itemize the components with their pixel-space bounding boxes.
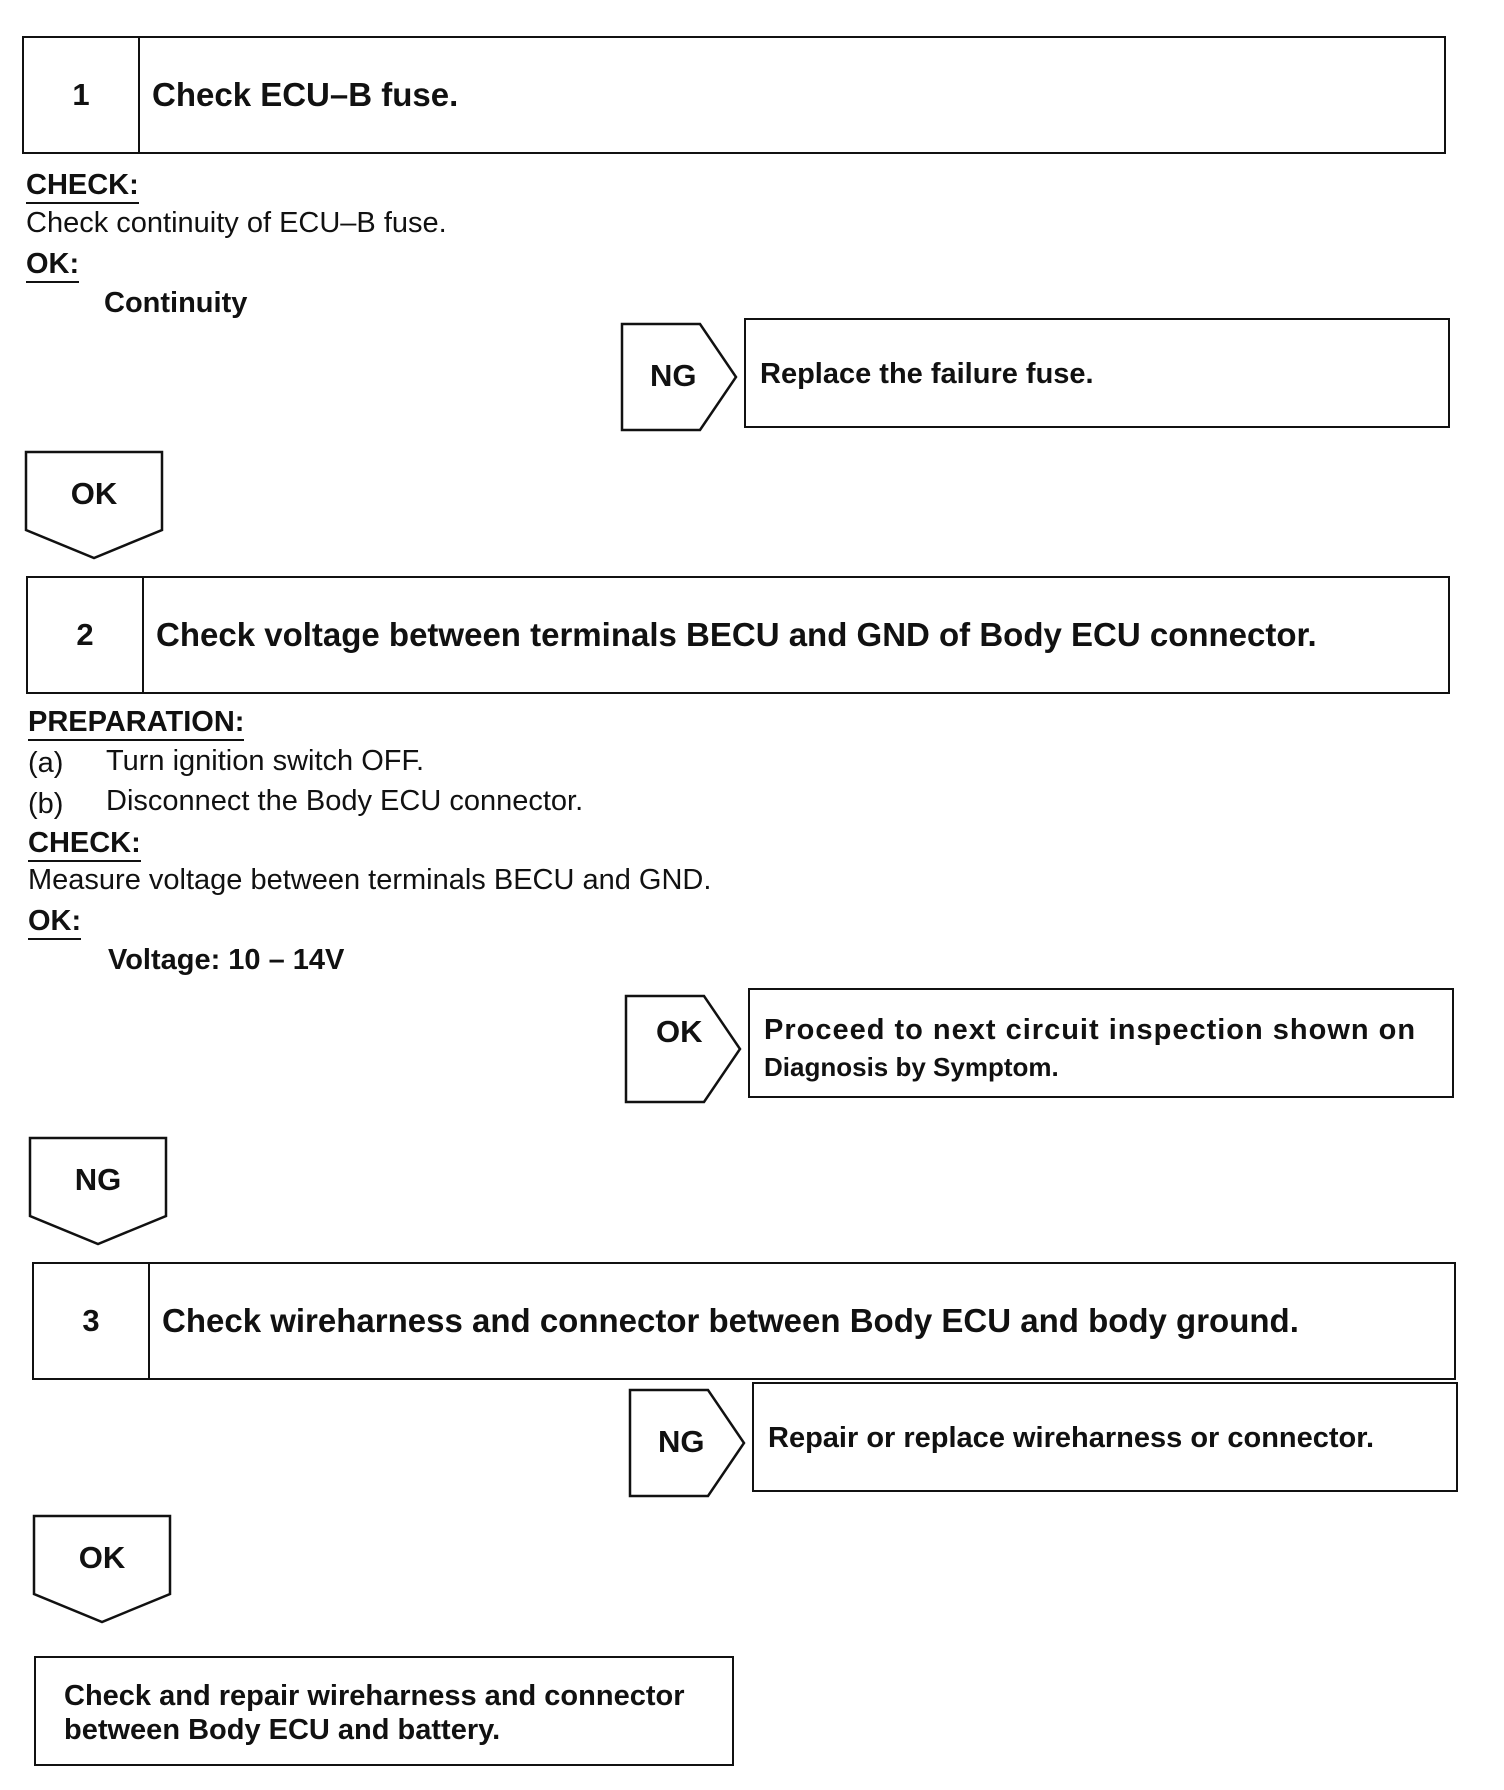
step-1-title: Check ECU–B fuse.	[152, 76, 459, 113]
final-action-box	[34, 1656, 734, 1766]
step-2-ok-label-arrow: OK	[656, 1014, 703, 1049]
step-1-ng-result	[744, 318, 1450, 428]
step-2-check-text: Measure voltage between terminals BECU and GND.	[28, 864, 712, 896]
step-2-title: Check voltage between terminals BECU and GND of Body ECU connector.	[156, 616, 1317, 653]
step-1-ng-label: NG	[650, 358, 697, 393]
step-1-check-label: CHECK:	[26, 170, 139, 204]
step-1-ng-arrow	[620, 322, 740, 432]
step-3-box	[32, 1262, 1456, 1380]
step-2-ok-label: OK:	[28, 906, 81, 940]
step-2-prep-a-mark: (a)	[28, 747, 64, 779]
step-2-ok-arrow	[624, 994, 744, 1104]
step-1-ok-next-label: OK	[70, 476, 118, 511]
step-1-box	[22, 36, 1446, 154]
final-action-line1: Check and repair wireharness and connector	[64, 1680, 685, 1712]
step-1-ok-down-arrow	[24, 450, 164, 560]
step-3-title: Check wireharness and connector between Body ECU and body ground.	[162, 1302, 1299, 1339]
step-3-number: 3	[34, 1264, 150, 1378]
step-3-ng-result	[752, 1382, 1458, 1492]
step-2-ok-value: Voltage: 10 – 14V	[108, 944, 345, 976]
step-3-ng-label: NG	[658, 1424, 705, 1459]
step-1-number: 1	[24, 38, 140, 152]
step-3-ok-next-label: OK	[78, 1540, 126, 1575]
step-2-ok-result	[748, 988, 1454, 1098]
step-2-ng-down-arrow	[28, 1136, 168, 1246]
step-1-ok-label: OK:	[26, 249, 79, 283]
step-2-prep-a-text: Turn ignition switch OFF.	[106, 745, 425, 777]
step-3-ng-arrow	[628, 1388, 748, 1498]
step-1-ng-result-text: Replace the failure fuse.	[760, 358, 1094, 390]
step-2-number: 2	[28, 578, 144, 692]
step-1-check-text: Check continuity of ECU–B fuse.	[26, 207, 447, 239]
step-2-prep-b-mark: (b)	[28, 788, 64, 820]
step-3-ok-down-arrow	[32, 1514, 172, 1624]
step-2-box	[26, 576, 1450, 694]
step-1-ok-value: Continuity	[104, 287, 248, 319]
step-2-ok-result-line1: Proceed to next circuit inspection shown on	[764, 1014, 1417, 1046]
step-2-ok-result-line2: Diagnosis by Symptom.	[764, 1052, 1059, 1082]
step-2-prep-b-text: Disconnect the Body ECU connector.	[106, 785, 584, 817]
step-2-ng-next-label: NG	[74, 1162, 122, 1197]
step-3-ng-result-text: Repair or replace wireharness or connector.	[768, 1422, 1375, 1454]
step-2-check-label: CHECK:	[28, 828, 141, 862]
final-action-line2: between Body ECU and battery.	[64, 1714, 501, 1746]
step-2-preparation-label: PREPARATION:	[28, 707, 244, 741]
